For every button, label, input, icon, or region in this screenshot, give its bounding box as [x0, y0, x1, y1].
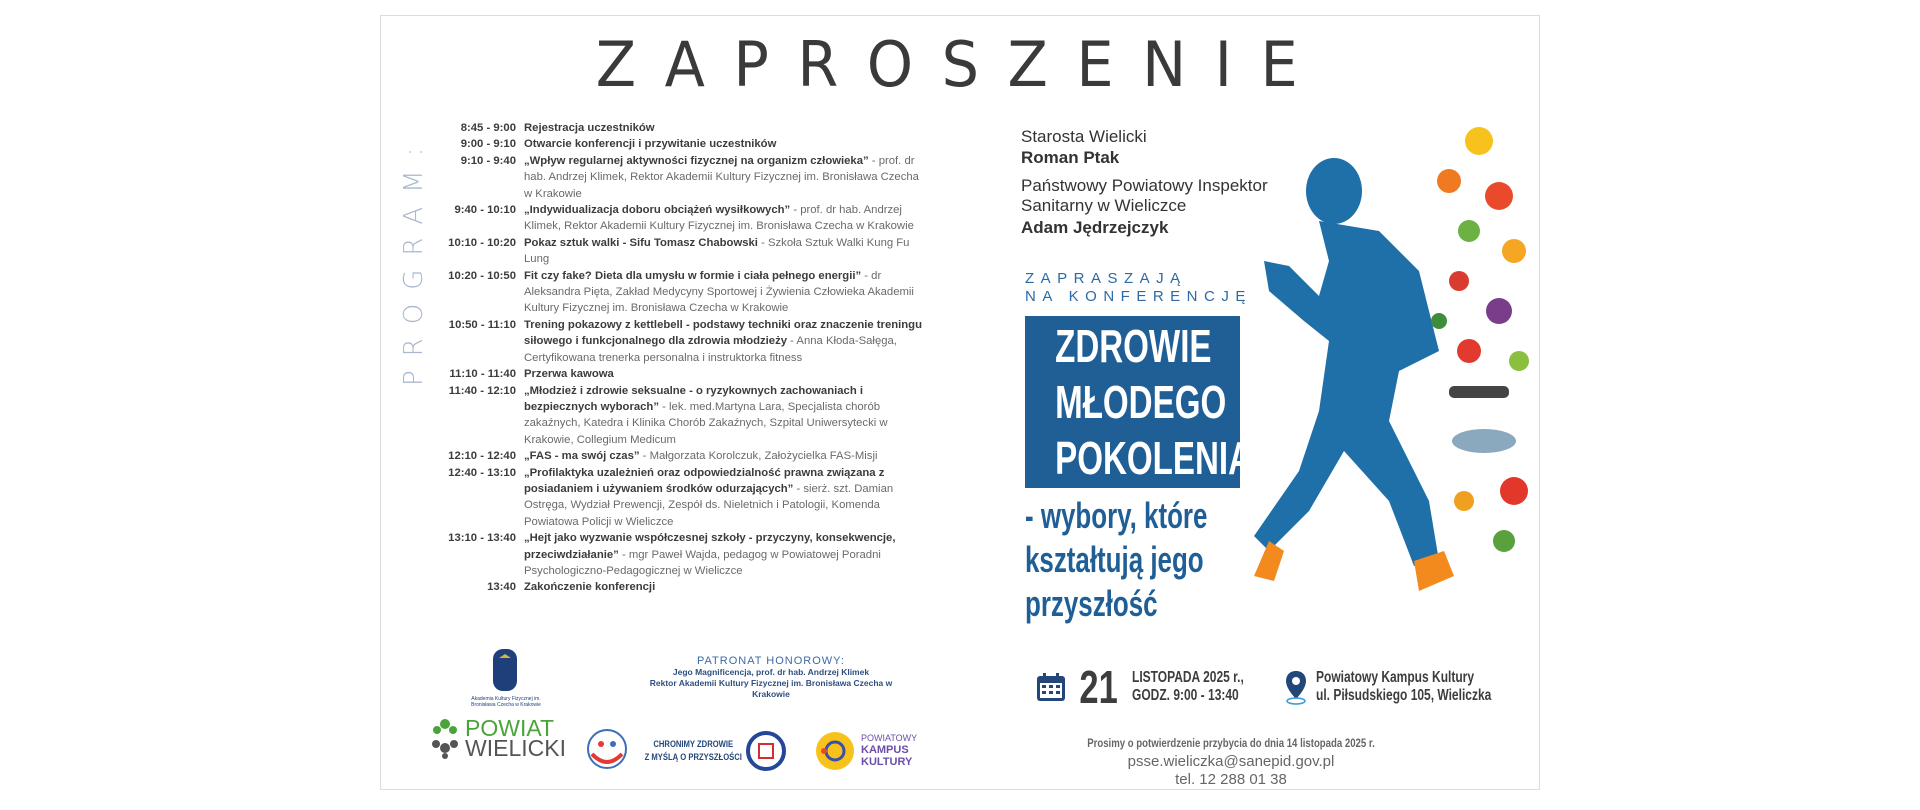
subtitle	[1025, 494, 1207, 626]
program-time: 12:10 - 12:40	[448, 450, 516, 463]
program-speaker: - prof. dr hab. Andrzej Klimek, Rektor Akademii Kultury Fizycznej im. Bronisława Czecha w Krakowie	[524, 204, 914, 233]
program-time: 10:50 - 11:10	[448, 318, 516, 331]
program-description	[524, 383, 929, 449]
program-description	[524, 120, 929, 136]
invitation-poster	[380, 15, 1540, 790]
powiat-line1: POWIAT	[465, 715, 555, 741]
kampus-line1: POWIATOWY	[861, 733, 918, 743]
event-date	[1132, 669, 1244, 705]
program-title: „Hejt jako wyzwanie współczesnej szkoły - przyczyny, konsekwencje, przeciwdziałanie”	[524, 532, 896, 561]
program-speaker: - Małgorzata Korolczuk, Założycielka FAS-Misji	[642, 450, 878, 463]
program-item	[431, 383, 991, 449]
kampus-line3: KULTURY	[861, 756, 913, 768]
program-time: 13:10 - 13:40	[448, 532, 516, 545]
program-list	[431, 120, 991, 596]
chronimy-zdrowie-text	[645, 738, 742, 764]
program-time: 9:00 - 9:10	[460, 138, 516, 151]
host2-name: Adam Jędrzejczyk	[1021, 218, 1169, 237]
venue-address: ul. Piłsudskiego 105, Wieliczka	[1316, 687, 1492, 704]
program-description	[524, 579, 929, 595]
poster-title: ZAPROSZENIE	[595, 28, 1327, 101]
program-speaker: - mgr Paweł Wajda, pedagog w Powiatowej Poradni Psychologiczno-Pedagogicznej w Wieliczce	[524, 548, 881, 577]
program-item	[431, 235, 991, 268]
program-item	[431, 317, 991, 366]
contact-email[interactable]: psse.wieliczka@sanepid.gov.pl	[1127, 753, 1335, 770]
program-title: „Młodzież i zdrowie seksualne - o ryzykownych zachowaniach i bezpiecznych wyborach”	[524, 384, 863, 413]
event-details	[1035, 660, 1550, 714]
patronat-heading: PATRONAT HONOROWY:	[697, 655, 845, 667]
program-title: Przerwa kawowa	[524, 368, 614, 381]
program-description	[524, 366, 929, 382]
program-time: 11:10 - 11:40	[449, 368, 516, 381]
program-title: „Profilaktyka uzależnień oraz odpowiedzialność prawna związana z posiadaniem i używaniem środków odurzających”	[524, 466, 885, 495]
program-title: Rejestracja uczestników	[524, 122, 655, 134]
akademia-logo	[492, 648, 518, 692]
subtitle-line: kształtują jego	[1025, 539, 1204, 580]
program-speaker: - prof. dr hab. Andrzej Klimek, Rektor Akademii Kultury Fizycznej im. Bronisława Czecha w Krakowie	[524, 154, 919, 200]
chronimy-line1: CHRONIMY ZDROWIE	[653, 739, 734, 749]
chronimy-zdrowie-logo-icon	[586, 728, 628, 770]
host2-role-line2: Sanitarny w Wieliczce	[1021, 196, 1187, 215]
program-item	[431, 268, 991, 317]
patronat-honorowy	[631, 656, 911, 700]
leaf-icon	[429, 716, 461, 760]
program-speaker: - sierż. szt. Damian Ostręga, Wydział Prewencji, Zespół ds. Nieletnich i Patologii, Komenda Powiatowa Policji w Wieliczce	[524, 482, 894, 528]
program-time: 10:10 - 10:20	[448, 236, 516, 249]
headline-line: POKOLENIA	[1055, 432, 1252, 484]
headline-line: ZDROWIE	[1055, 320, 1212, 372]
kampus-kultury-logo-icon	[815, 731, 855, 771]
program-speaker: - Szkoła Sztuk Walki Kung Fu Lung	[524, 236, 910, 266]
event-month-year: LISTOPADA 2025 r.,	[1132, 669, 1244, 686]
program-item	[431, 530, 991, 579]
program-description	[524, 268, 929, 317]
program-item	[431, 202, 991, 235]
program-description	[524, 136, 929, 152]
runner-illustration	[1249, 121, 1541, 656]
event-venue	[1316, 669, 1491, 705]
invite-line1: ZAPRASZAJĄ	[1025, 270, 1187, 287]
program-item	[431, 120, 991, 136]
program-item	[431, 465, 991, 531]
program-description	[524, 448, 929, 464]
event-day: 21	[1079, 661, 1118, 713]
program-title: Zakończenie konferencji	[524, 581, 656, 594]
invite-text	[1025, 270, 1252, 306]
powiat-wielicki-logo	[429, 716, 566, 760]
program-title: Trening pokazowy z kettlebell - podstawy techniki oraz znaczenie treningu siłowego i funkcjonalnego dla zdrowia młodzieży	[524, 318, 922, 348]
program-label: PROGRAM:	[399, 133, 429, 386]
chronimy-line2: Z MYŚLĄ O PRZYSZŁOŚCI	[644, 752, 742, 762]
program-time: 12:40 - 13:10	[448, 466, 516, 479]
program-time: 9:10 - 9:40	[460, 154, 516, 167]
powiat-line2: WIELICKI	[465, 735, 566, 761]
patronat-line2: Rektor Akademii Kultury Fizycznej im. Bronisława Czecha w Krakowie	[649, 678, 893, 699]
event-hours: GODZ. 9:00 - 13:40	[1132, 687, 1239, 704]
program-item	[431, 366, 991, 382]
program-item	[431, 153, 991, 202]
program-item	[431, 579, 991, 595]
program-speaker: - Anna Kłoda-Sałęga, Certyfikowana trenerka personalna i instruktorka fitness	[524, 335, 897, 364]
headline-line: MŁODEGO	[1055, 376, 1227, 428]
program-time: 11:40 - 12:10	[448, 384, 516, 397]
program-description	[524, 235, 929, 268]
kampus-kultury-text	[861, 732, 917, 768]
program-time: 9:40 - 10:10	[454, 204, 516, 217]
calendar-icon	[1035, 671, 1067, 703]
program-item	[431, 136, 991, 152]
program-description	[524, 317, 929, 366]
program-description	[524, 530, 929, 579]
sanepid-logo	[746, 731, 786, 771]
program-description	[524, 153, 929, 202]
program-title: „FAS - ma swój czas”	[524, 450, 640, 463]
program-time: 8:45 - 9:00	[460, 122, 516, 134]
program-title: „Wpływ regularnej aktywności fizycznej na organizm człowieka”	[524, 154, 869, 167]
program-title: „Indywidualizacja doboru obciążeń wysiłkowych”	[524, 204, 791, 217]
patronat-line1: Jego Magnificencja, prof. dr hab. Andrzej Klimek	[672, 667, 870, 677]
subtitle-line: przyszłość	[1025, 583, 1158, 624]
program-description	[524, 465, 929, 531]
program-item	[431, 448, 991, 464]
host1-role: Starosta Wielicki	[1021, 127, 1147, 146]
headline-box	[1025, 316, 1252, 488]
program-time: 10:20 - 10:50	[448, 269, 516, 282]
host1-name: Roman Ptak	[1021, 148, 1120, 167]
program-speaker: - dr Aleksandra Pięta, Zakład Medycyny Sportowej i Żywienia Człowieka Akademii Kultury Fizycznej im. Bronisława Czecha w Krakowie	[524, 269, 914, 315]
program-description	[524, 202, 929, 235]
kampus-line2: KAMPUS	[861, 744, 909, 756]
venue-name: Powiatowy Kampus Kultury	[1316, 669, 1475, 686]
location-pin-icon	[1284, 669, 1308, 705]
program-speaker: - lek. med.Martyna Lara, Specjalista chorób zakaźnych, Katedra i Klinika Chorób Zakaźnych, Szpital Uniwersytecki w Krakowie, Collegium Medicum	[524, 400, 888, 446]
program-title: Pokaz sztuk walki - Sifu Tomasz Chabowski	[524, 236, 758, 249]
program-time: 13:40	[487, 581, 516, 594]
subtitle-line: - wybory, które	[1025, 495, 1208, 536]
host2-role-line1: Państwowy Powiatowy Inspektor	[1021, 176, 1268, 195]
program-title: Otwarcie konferencji i przywitanie uczestników	[524, 138, 777, 151]
invite-line2: NA KONFERENCJĘ	[1025, 288, 1252, 305]
rsvp-text: Prosimy o potwierdzenie przybycia do dnia 14 listopada 2025 r.	[1087, 736, 1375, 750]
contact-phone: tel. 12 288 01 38	[1175, 771, 1287, 788]
program-title: Fit czy fake? Dieta dla umysłu w formie i ciała pełnego energii”	[524, 269, 862, 282]
akademia-logo-caption: Akademia Kultury Fizycznej im. Bronisława Czecha w Krakowie	[471, 696, 541, 708]
